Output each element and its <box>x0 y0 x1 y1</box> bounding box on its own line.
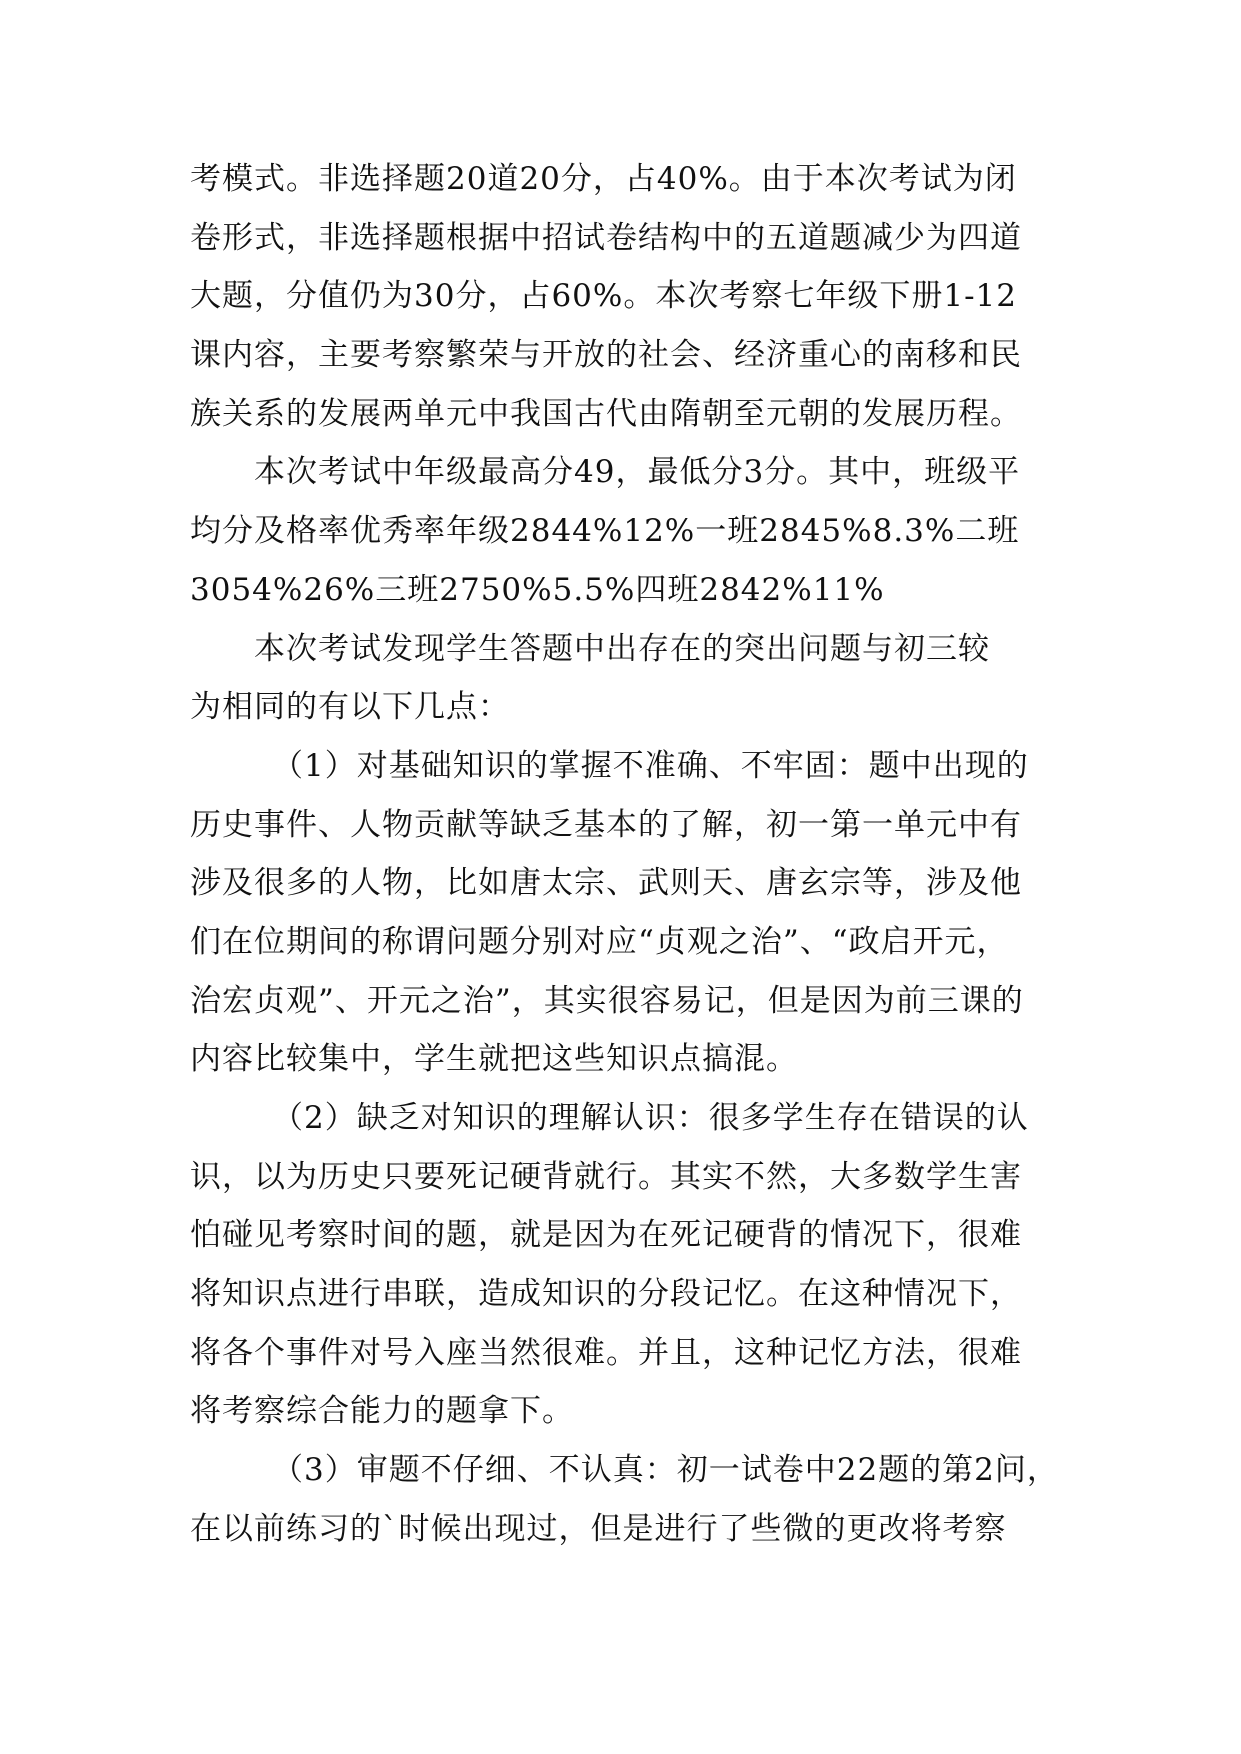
text-line: 卷形式，非选择题根据中招试卷结构中的五道题减少为四道 <box>190 219 1022 256</box>
text-line: 内容比较集中，学生就把这些知识点搞混。 <box>190 1041 798 1078</box>
text-line: 族关系的发展两单元中我国古代由隋朝至元朝的发展历程。 <box>190 395 1022 432</box>
text-line: 3054%26%三班2750%5.5%四班2842%11% <box>190 571 885 608</box>
list-item-start-line: （2）缺乏对知识的理解认识：很多学生存在错误的认 <box>272 1100 1029 1136</box>
document-body <box>190 150 1060 1559</box>
text-line: 治宏贞观”、开元之治”，其实很容易记，但是因为前三课的 <box>190 982 1024 1019</box>
text-line: 在以前练习的`时候出现过，但是进行了些微的更改将考察 <box>190 1510 1007 1547</box>
text-line: 为相同的有以下几点： <box>190 689 510 726</box>
text-line: 将各个事件对号入座当然很难。并且，这种记忆方法，很难 <box>190 1334 1022 1371</box>
text-line: 识，以为历史只要死记硬背就行。其实不然，大多数学生害 <box>190 1158 1022 1195</box>
text-line: 将知识点进行串联，造成知识的分段记忆。在这种情况下， <box>190 1276 1022 1313</box>
paragraph-start-line: 本次考试中年级最高分49，最低分3分。其中，班级平 <box>254 454 1021 491</box>
list-item-start-line: （3）审题不仔细、不认真：初一试卷中22题的第2问， <box>272 1452 1059 1489</box>
text-line: 历史事件、人物贡献等缺乏基本的了解，初一第一单元中有 <box>190 806 1022 843</box>
text-line: 们在位期间的称谓问题分别对应“贞观之治”、“政启开元， <box>190 923 1009 960</box>
text-line: 涉及很多的人物，比如唐太宗、武则天、唐玄宗等，涉及他 <box>190 865 1022 902</box>
list-item-start-line: （1）对基础知识的掌握不准确、不牢固：题中出现的 <box>272 747 1029 784</box>
text-line: 均分及格率优秀率年级2844%12%一班2845%8.3%二班 <box>190 513 1020 550</box>
text-line: 课内容，主要考察繁荣与开放的社会、经济重心的南移和民 <box>190 337 1022 374</box>
text-line: 大题，分值仍为30分，占60%。本次考察七年级下册1-12 <box>190 278 1017 315</box>
text-line: 将考察综合能力的题拿下。 <box>190 1393 574 1430</box>
text-line: 考模式。非选择题20道20分，占40%。由于本次考试为闭 <box>190 161 1017 197</box>
paragraph-start-line: 本次考试发现学生答题中出存在的突出问题与初三较 <box>254 630 990 667</box>
text-line: 怕碰见考察时间的题，就是因为在死记硬背的情况下，很难 <box>190 1217 1022 1254</box>
